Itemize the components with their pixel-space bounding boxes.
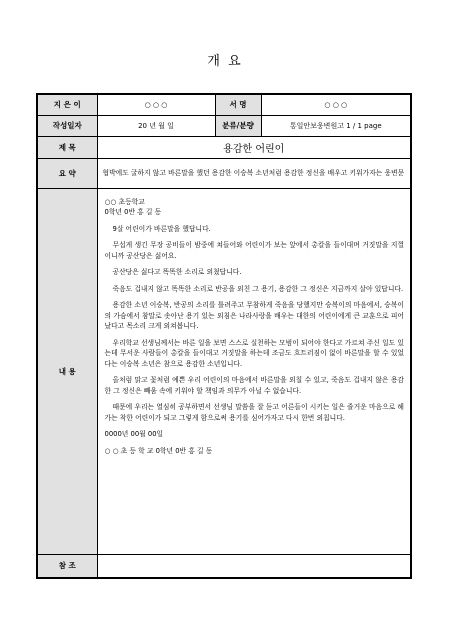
student-name: 0학년 0반 홍 길 동 — [104, 208, 162, 216]
signature-value[interactable]: ○ ○ ○ — [261, 94, 411, 115]
category-label: 분류/분량 — [215, 115, 261, 136]
author-label: 지 은 이 — [37, 94, 97, 115]
paragraph-3: 공산당은 싫다고 똑똑한 소리로 외쳤답니다. — [112, 268, 242, 276]
paragraph-2: 무섭게 생긴 무장 공비들이 밤중에 쳐들어와 어린이가 보는 앞에서 총칼을 들이대며 거짓말을 지껄이니까 공산당은 싫어요. — [104, 241, 404, 260]
paragraph-8: 때문에 우리는 열심히 공부하면서 선생님 말씀을 잘 듣고 어른들이 시키는 일은 즐거운 마음으로 해 가는 착한 어린이가 되고 그렇게 함으로써 용기를 심어가자고 다시 한번 외칩니다. — [104, 403, 404, 422]
document-title: 개 요 — [207, 54, 243, 69]
paragraph-7: 올처럼 맑고 꽃처럼 예쁜 우리 어린이의 마음에서 바른말을 외칠 수 있고, 죽음도 겁내지 않은 용감한 그 정신은 빼움 속에 키워야 할 책임과 의무가 아닐 수 없습니다. — [104, 376, 404, 395]
author-value[interactable]: ○ ○ ○ — [97, 94, 215, 115]
reference-label: 참 조 — [37, 554, 97, 578]
date-value[interactable]: 20 년 월 일 — [97, 115, 215, 136]
closing-date: 0000년 00월 00일 — [104, 430, 164, 438]
category-value[interactable]: 통일안보웅변원고 1 / 1 page — [261, 115, 411, 136]
paragraph-5: 용감한 소년 이승복, 반공의 소리를 틀려주고 무참하게 죽음을 당했지만 승복이의 마음에서, 승복이의 가슴에서 참말로 솟아난 용기 있는 외침은 나라사랑을 배우는 대한의 어린이에게 큰 교훈으로 피어났다고 목소리 크게 외쳐봅니다. — [104, 301, 404, 330]
summary-label: 요 약 — [37, 158, 97, 188]
closing-signature: ○ ○ 초 등 학 교 0학년 0반 홍 길 동 — [104, 446, 213, 455]
reference-value[interactable] — [97, 554, 411, 578]
subject-value[interactable]: 용감한 어린이 — [97, 136, 411, 158]
paragraph-1: 9살 어린이가 바른말을 했답니다. — [112, 224, 211, 233]
paragraph-4: 죽음도 겁내지 않고 똑똑한 소리로 반공을 외친 그 용기, 용감한 그 정신은 지금까지 살아 있답니다. — [112, 284, 404, 293]
content-label: 내 용 — [37, 188, 97, 554]
summary-form-table — [36, 93, 412, 579]
summary-value[interactable]: 협박에도 굴하지 않고 바른말을 했던 용감한 이승복 소년처럼 용감한 정신을 배우고 키워가자는 웅변문 — [97, 158, 411, 188]
paragraph-6: 우리학교 선생님께서는 바른 일을 보면 스스로 실천하는 모범이 되어야 한다고 가르쳐 주신 일도 있는데 무서운 사람들이 총칼을 들이대고 거짓말을 하는데 조금도 흐트러짐이 없이 바른말을 할 수 있었다는 이승복 소년은 참으로 용감한 소년입니다. — [104, 338, 404, 368]
school-name: ○○ 초등학교 — [104, 197, 145, 206]
content-body[interactable] — [97, 188, 411, 554]
signature-label: 서 명 — [215, 94, 261, 115]
subject-label: 제 목 — [37, 136, 97, 158]
date-label: 작성일자 — [37, 115, 97, 136]
